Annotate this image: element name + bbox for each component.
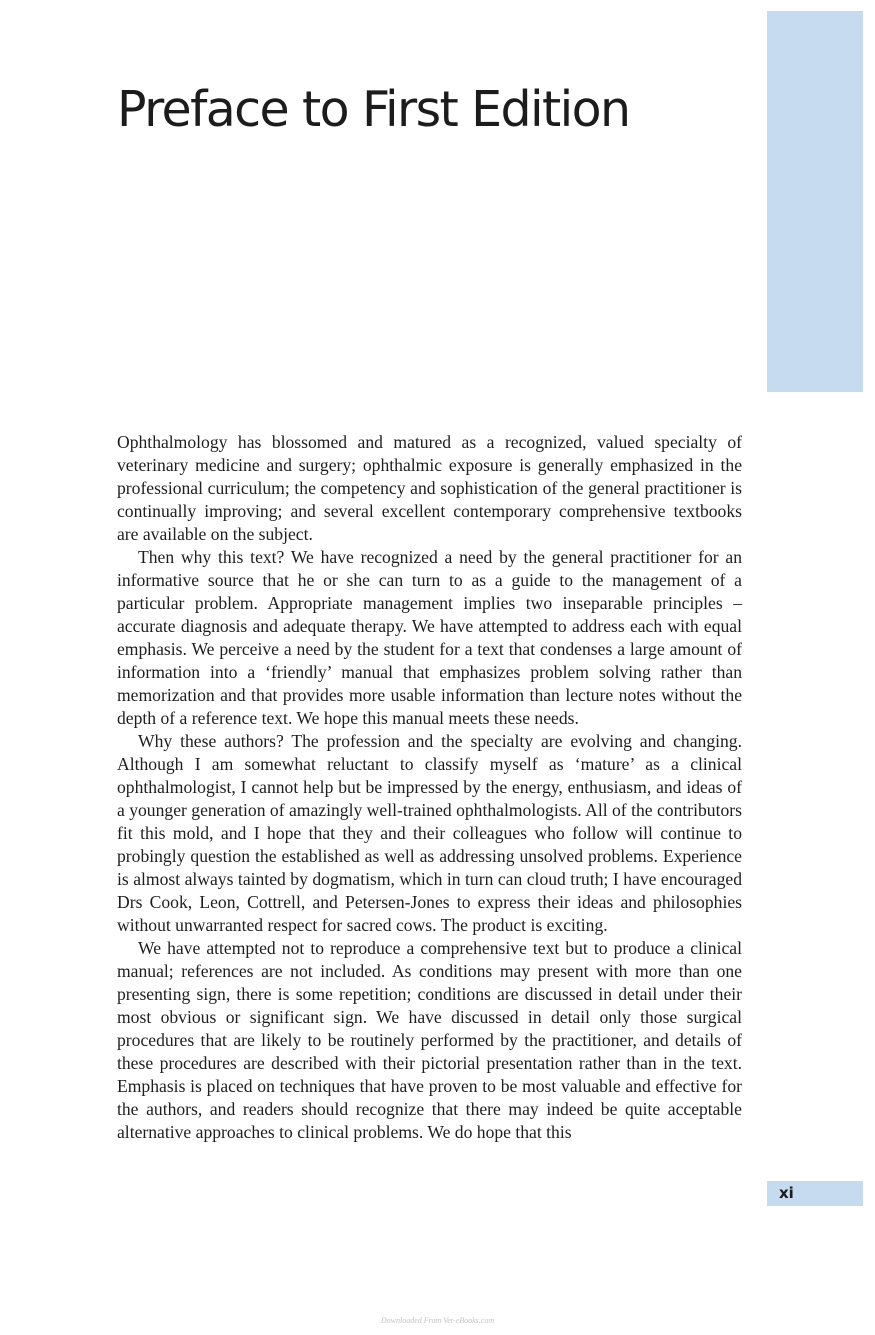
page-number: xi (779, 1184, 794, 1202)
download-watermark: Downloaded From Vet-eBooks.com (380, 1316, 495, 1325)
preface-body (117, 431, 742, 1144)
page-number-tab (767, 1181, 863, 1206)
paragraph-2: Then why this text? We have recognized a need by the general practitioner for an informative source that he or she can turn to as a guide to the management of a particular problem. Appropriate management implies two inseparable principles – accurate diagnosis and adequate therapy. We have attempted to address each with equal emphasis. We perceive a need by the student for a text that condenses a large amount of information into a ‘friendly’ manual that emphasizes problem solving rather than memorization and that provides more usable information than lecture notes without the depth of a reference text. We hope this manual meets these needs. (117, 547, 742, 728)
chapter-title: Preface to First Edition (117, 81, 630, 138)
paragraph-4: We have attempted not to reproduce a comprehensive text but to produce a clinical manual; references are not included. As conditions may present with more than one presenting sign, there is some repetition; conditions are discussed in detail under their most obvious or significant sign. We have discussed in detail only those surgical procedures that are likely to be routinely performed by the practitioner, and details of these procedures are described with their pictorial presentation rather than in the text. Emphasis is placed on techniques that have proven to be most valuable and effective for the authors, and readers should recognize that there may indeed be quite acceptable alternative approaches to clinical problems. We do hope that this (117, 938, 742, 1142)
paragraph-1: Ophthalmology has blossomed and matured as a recognized, valued specialty of veterinary medicine and surgery; ophthalmic exposure is generally emphasized in the professional curriculum; the competency and sophistication of the general practitioner is continually improving; and several excellent contemporary comprehensive textbooks are available on the subject. (117, 432, 742, 544)
chapter-side-tab (767, 11, 863, 392)
paragraph-3: Why these authors? The profession and the specialty are evolving and changing. Although I am somewhat reluctant to classify myself as ‘mature’ as a clinical ophthalmologist, I cannot help but be impressed by the energy, enthusiasm, and ideas of a younger generation of amazingly well-trained ophthalmologists. All of the contributors fit this mold, and I hope that they and their colleagues who follow will continue to probingly question the established as well as addressing unsolved problems. Experience is almost always tainted by dogmatism, which in turn can cloud truth; I have encouraged Drs Cook, Leon, Cottrell, and Petersen-Jones to express their ideas and philosophies without unwarranted respect for sacred cows. The product is exciting. (117, 731, 742, 935)
